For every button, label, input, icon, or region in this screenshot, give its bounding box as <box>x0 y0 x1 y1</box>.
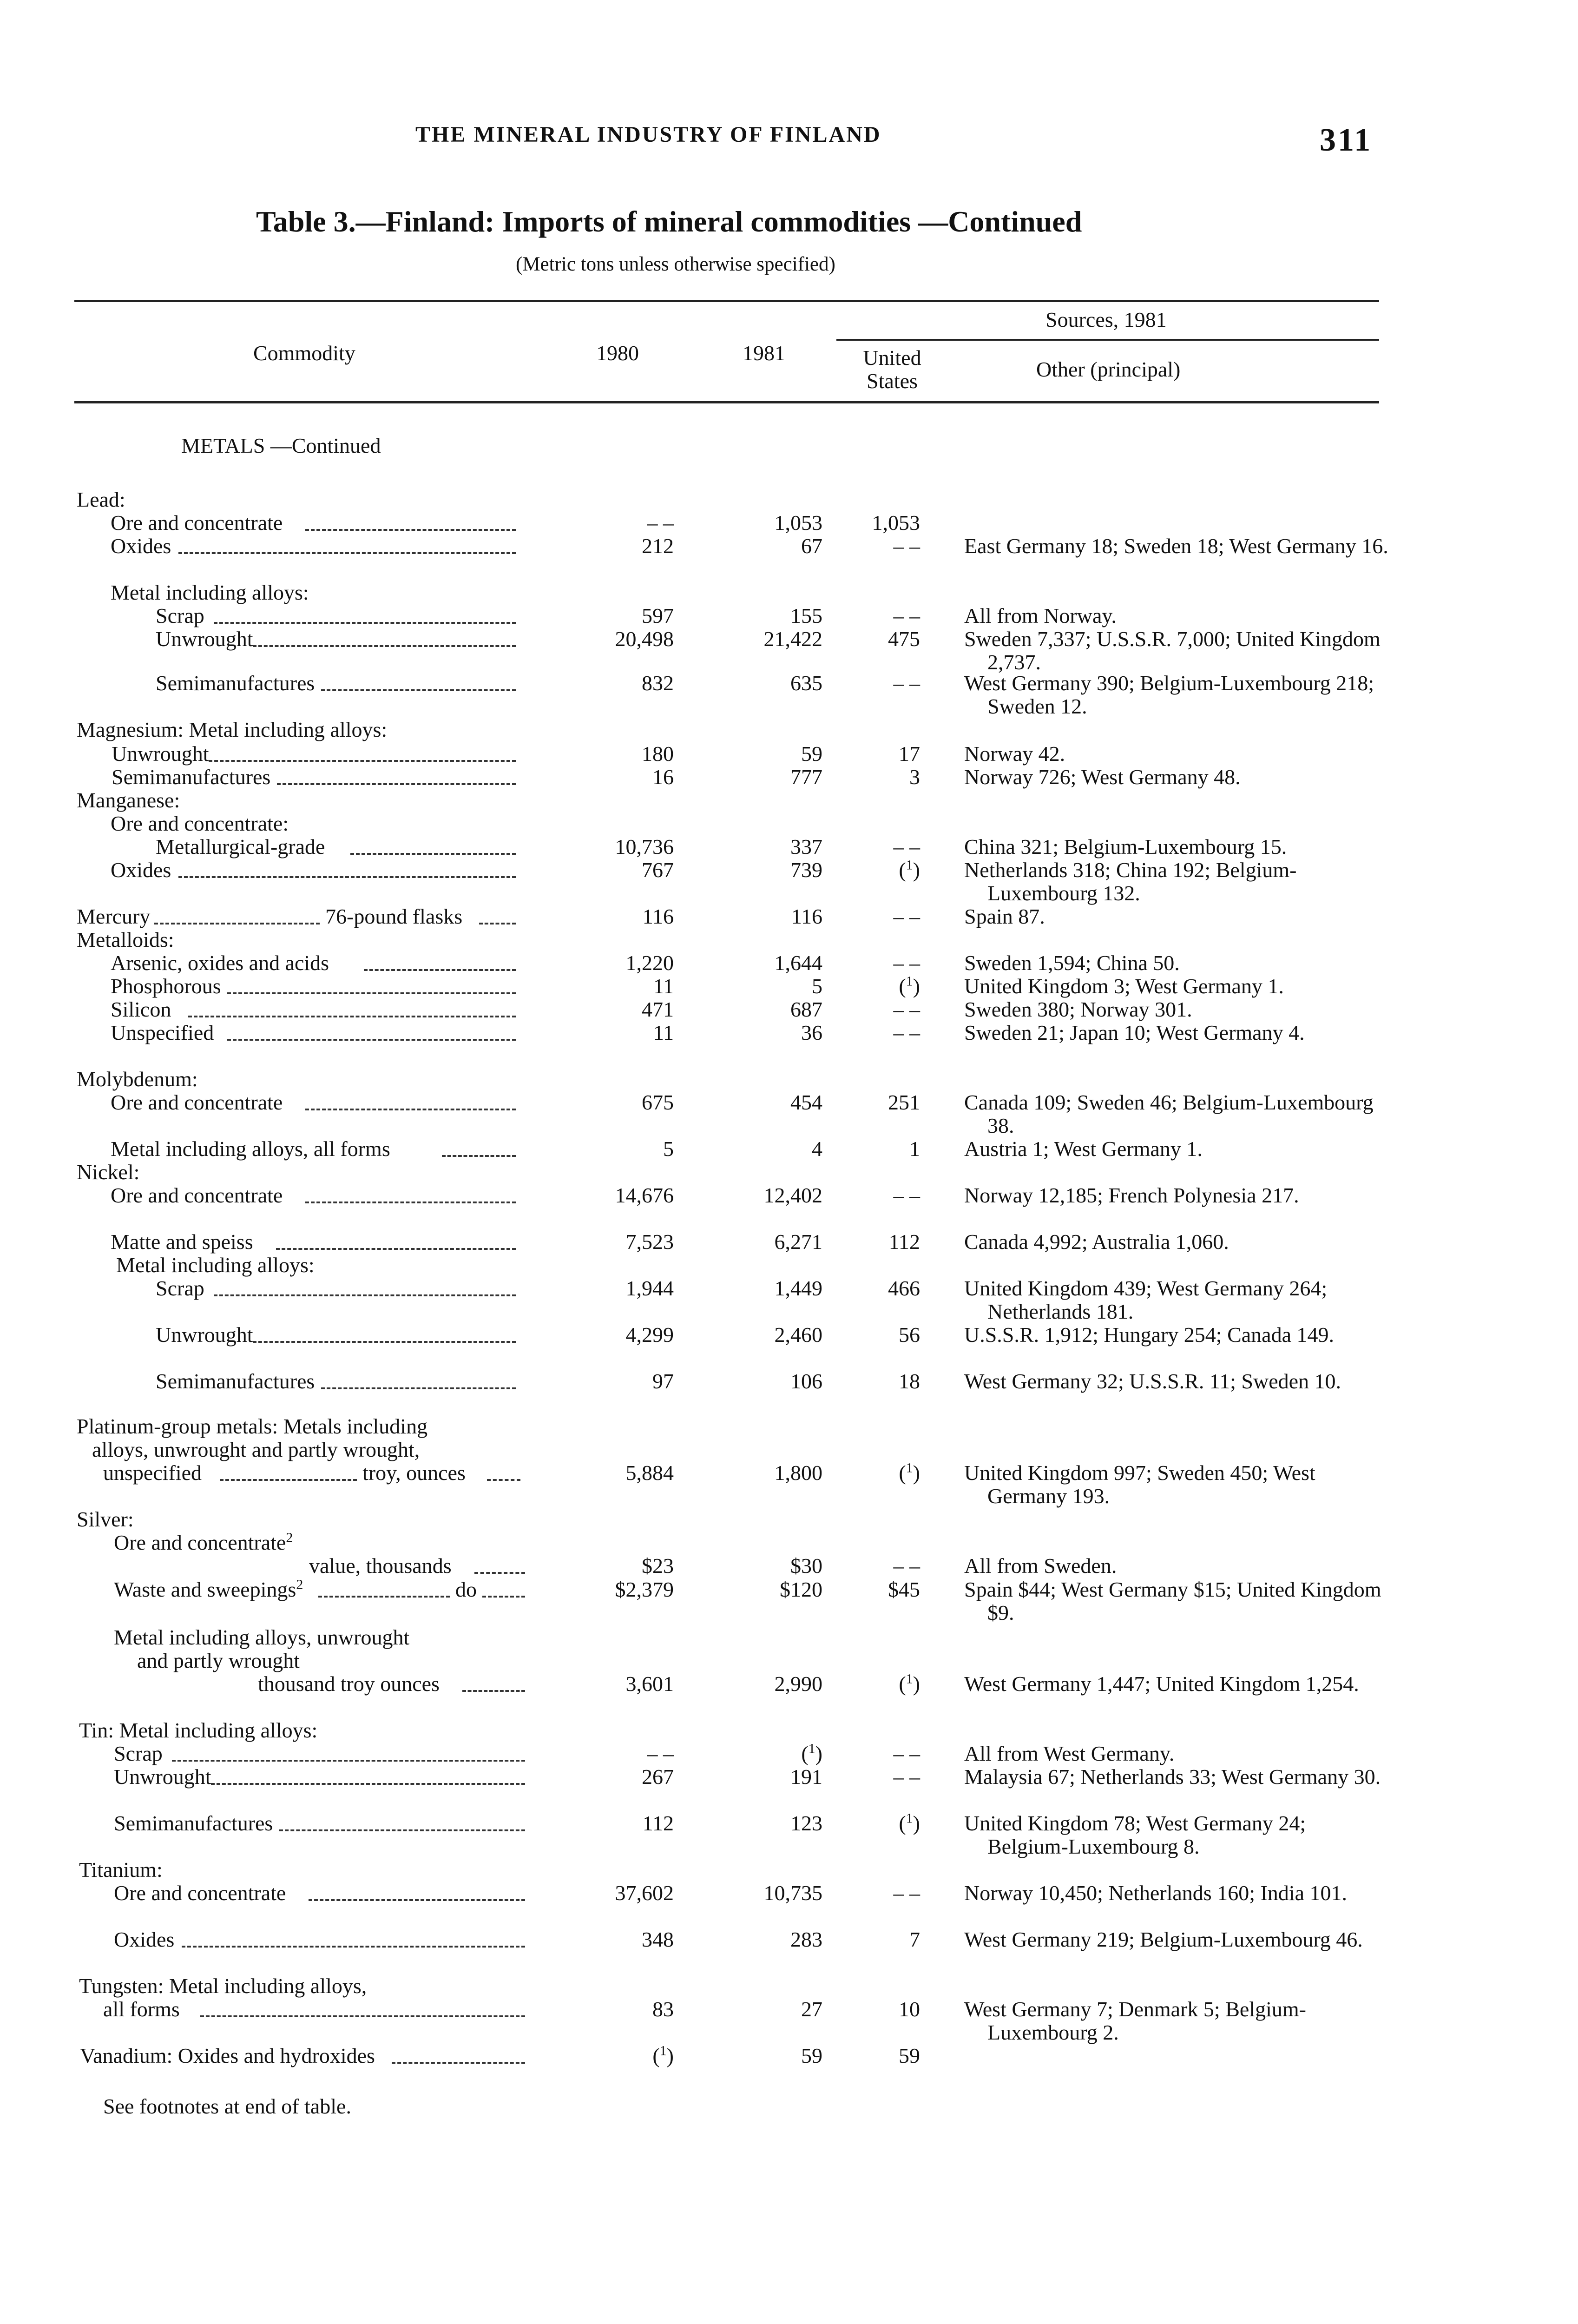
row-label: unspecified <box>103 1461 202 1485</box>
value-united-states: – – <box>893 835 920 858</box>
value-1981: 337 <box>790 835 822 858</box>
row-label: Waste and sweepings$^2$ <box>114 1577 303 1601</box>
row-label: Unwrought <box>156 627 253 651</box>
row-label: thousand troy ounces <box>258 1672 440 1696</box>
value-other-sources: Malaysia 67; Netherlands 33; West Germany 30. <box>964 1765 1381 1789</box>
value-united-states: – – <box>893 951 920 975</box>
value-united-states: 56 <box>899 1323 920 1347</box>
value-1980: 597 <box>642 604 674 627</box>
value-1981: 5 <box>812 974 822 998</box>
row-label: Metalloids: <box>77 928 174 951</box>
value-1981: 1,053 <box>774 511 822 535</box>
table-subtitle: (Metric tons unless otherwise specified) <box>516 253 835 275</box>
value-other-sources: Norway 726; West Germany 48. <box>964 765 1241 789</box>
value-1980: – – <box>647 511 674 535</box>
row-leader <box>321 689 516 691</box>
row-leader <box>209 760 516 762</box>
row-label: Oxides <box>111 534 171 558</box>
value-1980: 5,884 <box>625 1461 674 1485</box>
table-title: Table 3.—Finland: Imports of mineral commodities —Continued <box>256 205 1082 238</box>
row-label: Oxides <box>114 1928 175 1951</box>
row-label: Molybdenum: <box>77 1067 198 1091</box>
value-1981: 155 <box>790 604 822 627</box>
row-label: Semimanufactures <box>156 1369 315 1393</box>
row-label: Unwrought <box>112 742 209 766</box>
row-leader <box>305 1202 516 1203</box>
value-1980: $23 <box>642 1554 674 1578</box>
value-1981: 2,460 <box>774 1323 822 1347</box>
value-other-sources: Sweden 380; Norway 301. <box>964 997 1192 1021</box>
value-1981: 4 <box>812 1137 822 1161</box>
value-other-sources: Sweden 7,337; U.S.S.R. 7,000; United Kingdom 2,737. <box>964 627 1381 674</box>
row-leader <box>178 876 516 878</box>
row-leader <box>309 1899 525 1901</box>
row-leader <box>227 992 516 994</box>
value-1980: 471 <box>642 997 674 1021</box>
row-label: Tin: Metal including alloys: <box>79 1718 318 1742</box>
row-leader <box>392 2062 525 2064</box>
value-1980: 10,736 <box>615 835 674 858</box>
row-leader <box>462 1690 525 1692</box>
value-other-sources: United Kingdom 78; West Germany 24; Belgium-Luxembourg 8. <box>964 1811 1306 1858</box>
row-leader <box>474 1572 525 1574</box>
row-label: Nickel: <box>77 1160 140 1184</box>
value-1980: 14,676 <box>615 1183 674 1207</box>
row-label: Magnesium: Metal including alloys: <box>77 718 388 741</box>
value-1980: 116 <box>642 905 674 928</box>
row-label: Metallurgical-grade <box>156 835 325 858</box>
footer-note: See footnotes at end of table. <box>103 2094 351 2118</box>
value-1980: 1,220 <box>625 951 674 975</box>
value-1980: 4,299 <box>625 1323 674 1347</box>
row-leader <box>188 1016 516 1017</box>
value-united-states: ($^1$) <box>899 1671 920 1696</box>
value-other-sources: Austria 1; West Germany 1. <box>964 1137 1203 1161</box>
value-united-states: 59 <box>899 2044 920 2067</box>
row-label: Arsenic, oxides and acids <box>111 951 329 975</box>
value-1980: 832 <box>642 671 674 695</box>
value-1980: 37,602 <box>615 1881 674 1905</box>
row-label: Scrap <box>156 604 204 627</box>
value-1980: 212 <box>642 534 674 558</box>
value-1981: ($^1$) <box>801 1741 822 1765</box>
row-leader <box>178 552 516 554</box>
value-other-sources: Canada 4,992; Australia 1,060. <box>964 1230 1229 1254</box>
value-1980: 11 <box>653 974 674 998</box>
row-label: Vanadium: Oxides and hydroxides <box>80 2044 375 2067</box>
row-label: alloys, unwrought and partly wrought, <box>92 1438 420 1461</box>
row-label: Unwrought <box>114 1765 211 1789</box>
value-united-states: 7 <box>909 1928 920 1951</box>
value-united-states: – – <box>893 1765 920 1789</box>
value-1981: 777 <box>790 765 822 789</box>
value-united-states: – – <box>893 1021 920 1044</box>
top-rule <box>74 300 1379 302</box>
value-united-states: – – <box>893 1742 920 1765</box>
col-header-other: Other (principal) <box>1036 357 1181 381</box>
value-united-states: – – <box>893 671 920 695</box>
value-united-states: $45 <box>888 1578 920 1601</box>
row-label: Ore and concentrate <box>111 1183 283 1207</box>
value-1981: 191 <box>790 1765 822 1789</box>
row-leader <box>253 1341 516 1343</box>
value-other-sources: All from West Germany. <box>964 1742 1175 1765</box>
row-unit: do <box>455 1578 477 1601</box>
row-label: Ore and concentrate <box>111 1090 283 1114</box>
value-1980: 11 <box>653 1021 674 1044</box>
value-other-sources: Norway 42. <box>964 742 1065 766</box>
value-other-sources: Canada 109; Sweden 46; Belgium-Luxembourg 38. <box>964 1090 1374 1137</box>
value-1981: 454 <box>790 1090 822 1114</box>
value-united-states: ($^1$) <box>899 857 920 882</box>
value-other-sources: West Germany 7; Denmark 5; Belgium-Luxembourg 2. <box>964 1997 1306 2044</box>
value-1981: 687 <box>790 997 822 1021</box>
running-title: THE MINERAL INDUSTRY OF FINLAND <box>415 122 881 147</box>
page-number: 311 <box>1320 122 1373 158</box>
row-leader <box>482 1596 525 1598</box>
row-label: Unspecified <box>111 1021 214 1044</box>
value-1980: – – <box>647 1742 674 1765</box>
value-1980: 1,944 <box>625 1276 674 1300</box>
value-united-states: – – <box>893 604 920 627</box>
value-1981: 1,644 <box>774 951 822 975</box>
row-label: Metal including alloys: <box>111 581 309 604</box>
value-united-states: 466 <box>888 1276 920 1300</box>
value-united-states: ($^1$) <box>899 1460 920 1485</box>
value-1981: 106 <box>790 1369 822 1393</box>
value-1980: 767 <box>642 858 674 882</box>
row-label: Ore and concentrate: <box>111 812 289 835</box>
value-other-sources: China 321; Belgium-Luxembourg 15. <box>964 835 1287 858</box>
value-other-sources: United Kingdom 997; Sweden 450; West Germany 193. <box>964 1461 1315 1508</box>
value-other-sources: Norway 12,185; French Polynesia 217. <box>964 1183 1299 1207</box>
col-header-1980: 1980 <box>596 341 639 365</box>
value-1981: 283 <box>790 1928 822 1951</box>
row-unit: 76-pound flasks <box>325 905 463 928</box>
value-1980: 20,498 <box>615 627 674 651</box>
value-united-states: ($^1$) <box>899 1810 920 1835</box>
value-1980: 3,601 <box>625 1672 674 1696</box>
row-label: Mercury <box>77 905 151 928</box>
value-1981: 123 <box>790 1811 822 1835</box>
value-1981: $30 <box>790 1554 822 1578</box>
row-leader <box>214 622 516 624</box>
row-leader <box>227 1039 516 1041</box>
value-other-sources: West Germany 390; Belgium-Luxembourg 218; Sweden 12. <box>964 671 1374 718</box>
value-1981: 27 <box>801 1997 822 2021</box>
value-1980: $2,379 <box>615 1578 674 1601</box>
value-1980: 5 <box>663 1137 674 1161</box>
row-label: Ore and concentrate <box>111 511 283 535</box>
value-1980: 112 <box>642 1811 674 1835</box>
row-leader <box>276 1248 516 1250</box>
row-leader <box>220 1479 357 1481</box>
row-label: Scrap <box>156 1276 204 1300</box>
value-1980: ($^1$) <box>652 2043 674 2067</box>
row-leader <box>211 1783 525 1785</box>
row-unit: troy, ounces <box>362 1461 466 1485</box>
value-united-states: ($^1$) <box>899 973 920 998</box>
row-label: Phosphorous <box>111 974 221 998</box>
value-united-states: 3 <box>909 765 920 789</box>
row-leader <box>318 1596 450 1598</box>
value-1980: 97 <box>652 1369 674 1393</box>
row-leader <box>350 853 516 855</box>
col-header-united-states: United States <box>863 346 921 393</box>
row-label: Lead: <box>77 488 125 511</box>
row-label: Semimanufactures <box>112 765 271 789</box>
value-other-sources: West Germany 32; U.S.S.R. 11; Sweden 10. <box>964 1369 1341 1393</box>
value-united-states: – – <box>893 1183 920 1207</box>
value-united-states: – – <box>893 997 920 1021</box>
value-united-states: 475 <box>888 627 920 651</box>
value-other-sources: United Kingdom 3; West Germany 1. <box>964 974 1284 998</box>
row-label: Ore and concentrate$^2$ <box>114 1530 293 1554</box>
row-label: Metal including alloys, all forms <box>111 1137 390 1161</box>
value-1980: 180 <box>642 742 674 766</box>
col-header-commodity: Commodity <box>253 341 355 365</box>
value-1981: 67 <box>801 534 822 558</box>
value-other-sources: All from Norway. <box>964 604 1117 627</box>
value-united-states: 10 <box>899 1997 920 2021</box>
row-label: Metal including alloys, unwrought <box>114 1625 410 1649</box>
row-leader <box>279 1829 525 1831</box>
col-header-1981: 1981 <box>743 341 785 365</box>
row-label: and partly wrought <box>137 1649 300 1672</box>
section-heading: METALS —Continued <box>181 434 381 457</box>
value-other-sources: United Kingdom 439; West Germany 264; Netherlands 181. <box>964 1276 1328 1323</box>
row-label: Manganese: <box>77 788 180 812</box>
value-1981: 12,402 <box>763 1183 822 1207</box>
row-label: all forms <box>103 1997 180 2021</box>
value-1981: 1,800 <box>774 1461 822 1485</box>
row-leader <box>172 1760 525 1762</box>
row-label: Oxides <box>111 858 171 882</box>
value-1981: 10,735 <box>763 1881 822 1905</box>
value-1981: 116 <box>791 905 822 928</box>
value-1981: 1,449 <box>774 1276 822 1300</box>
value-united-states: – – <box>893 905 920 928</box>
value-united-states: – – <box>893 1554 920 1578</box>
row-leader <box>479 923 516 924</box>
row-leader <box>487 1479 520 1481</box>
row-leader <box>182 1946 525 1948</box>
row-leader <box>305 529 516 531</box>
value-1981: $120 <box>780 1578 822 1601</box>
value-united-states: 17 <box>899 742 920 766</box>
value-united-states: 1,053 <box>872 511 920 535</box>
value-1981: 59 <box>801 2044 822 2067</box>
row-label: Platinum-group metals: Metals including <box>77 1414 428 1438</box>
value-other-sources: Norway 10,450; Netherlands 160; India 101. <box>964 1881 1348 1905</box>
value-other-sources: Spain 87. <box>964 905 1045 928</box>
row-label: Metal including alloys: <box>116 1253 315 1277</box>
value-united-states: 18 <box>899 1369 920 1393</box>
value-1980: 83 <box>652 1997 674 2021</box>
row-label: value, thousands <box>309 1554 452 1578</box>
value-united-states: – – <box>893 1881 920 1905</box>
value-1981: 2,990 <box>774 1672 822 1696</box>
value-1981: 21,422 <box>763 627 822 651</box>
value-other-sources: Netherlands 318; China 192; Belgium-Luxembourg 132. <box>964 858 1297 905</box>
value-1980: 16 <box>652 765 674 789</box>
row-label: Ore and concentrate <box>114 1881 286 1905</box>
row-label: Semimanufactures <box>156 671 315 695</box>
value-united-states: – – <box>893 534 920 558</box>
value-united-states: 1 <box>909 1137 920 1161</box>
header-bottom-rule <box>74 401 1379 403</box>
value-other-sources: Spain $44; West Germany $15; United Kingdom $9. <box>964 1578 1381 1624</box>
row-label: Tungsten: Metal including alloys, <box>79 1974 367 1998</box>
value-united-states: 112 <box>888 1230 920 1254</box>
row-leader <box>214 1294 516 1296</box>
row-label: Scrap <box>114 1742 163 1765</box>
row-leader <box>200 2015 525 2017</box>
value-other-sources: West Germany 1,447; United Kingdom 1,254. <box>964 1672 1359 1696</box>
value-1981: 6,271 <box>774 1230 822 1254</box>
value-1980: 348 <box>642 1928 674 1951</box>
row-leader <box>154 923 320 924</box>
value-other-sources: Sweden 1,594; China 50. <box>964 951 1180 975</box>
row-label: Titanium: <box>79 1858 163 1882</box>
value-1981: 36 <box>801 1021 822 1044</box>
value-other-sources: West Germany 219; Belgium-Luxembourg 46. <box>964 1928 1363 1951</box>
value-1980: 267 <box>642 1765 674 1789</box>
row-leader <box>321 1387 516 1389</box>
value-other-sources: Sweden 21; Japan 10; West Germany 4. <box>964 1021 1305 1044</box>
row-label: Semimanufactures <box>114 1811 273 1835</box>
row-leader <box>305 1109 516 1110</box>
row-leader <box>364 969 516 971</box>
value-other-sources: East Germany 18; Sweden 18; West Germany 16. <box>964 534 1388 558</box>
row-leader <box>277 783 516 785</box>
row-label: Matte and speiss <box>111 1230 253 1254</box>
value-other-sources: U.S.S.R. 1,912; Hungary 254; Canada 149. <box>964 1323 1335 1347</box>
sources-rule <box>836 339 1379 341</box>
value-united-states: 251 <box>888 1090 920 1114</box>
value-1980: 7,523 <box>625 1230 674 1254</box>
value-other-sources: All from Sweden. <box>964 1554 1117 1578</box>
value-1981: 635 <box>790 671 822 695</box>
row-label: Silicon <box>111 997 171 1021</box>
row-label: Unwrought <box>156 1323 253 1347</box>
row-leader <box>253 645 516 647</box>
value-1981: 739 <box>790 858 822 882</box>
value-1981: 59 <box>801 742 822 766</box>
value-1980: 675 <box>642 1090 674 1114</box>
col-header-sources: Sources, 1981 <box>1045 308 1167 331</box>
row-leader <box>442 1155 516 1157</box>
row-label: Silver: <box>77 1507 134 1531</box>
